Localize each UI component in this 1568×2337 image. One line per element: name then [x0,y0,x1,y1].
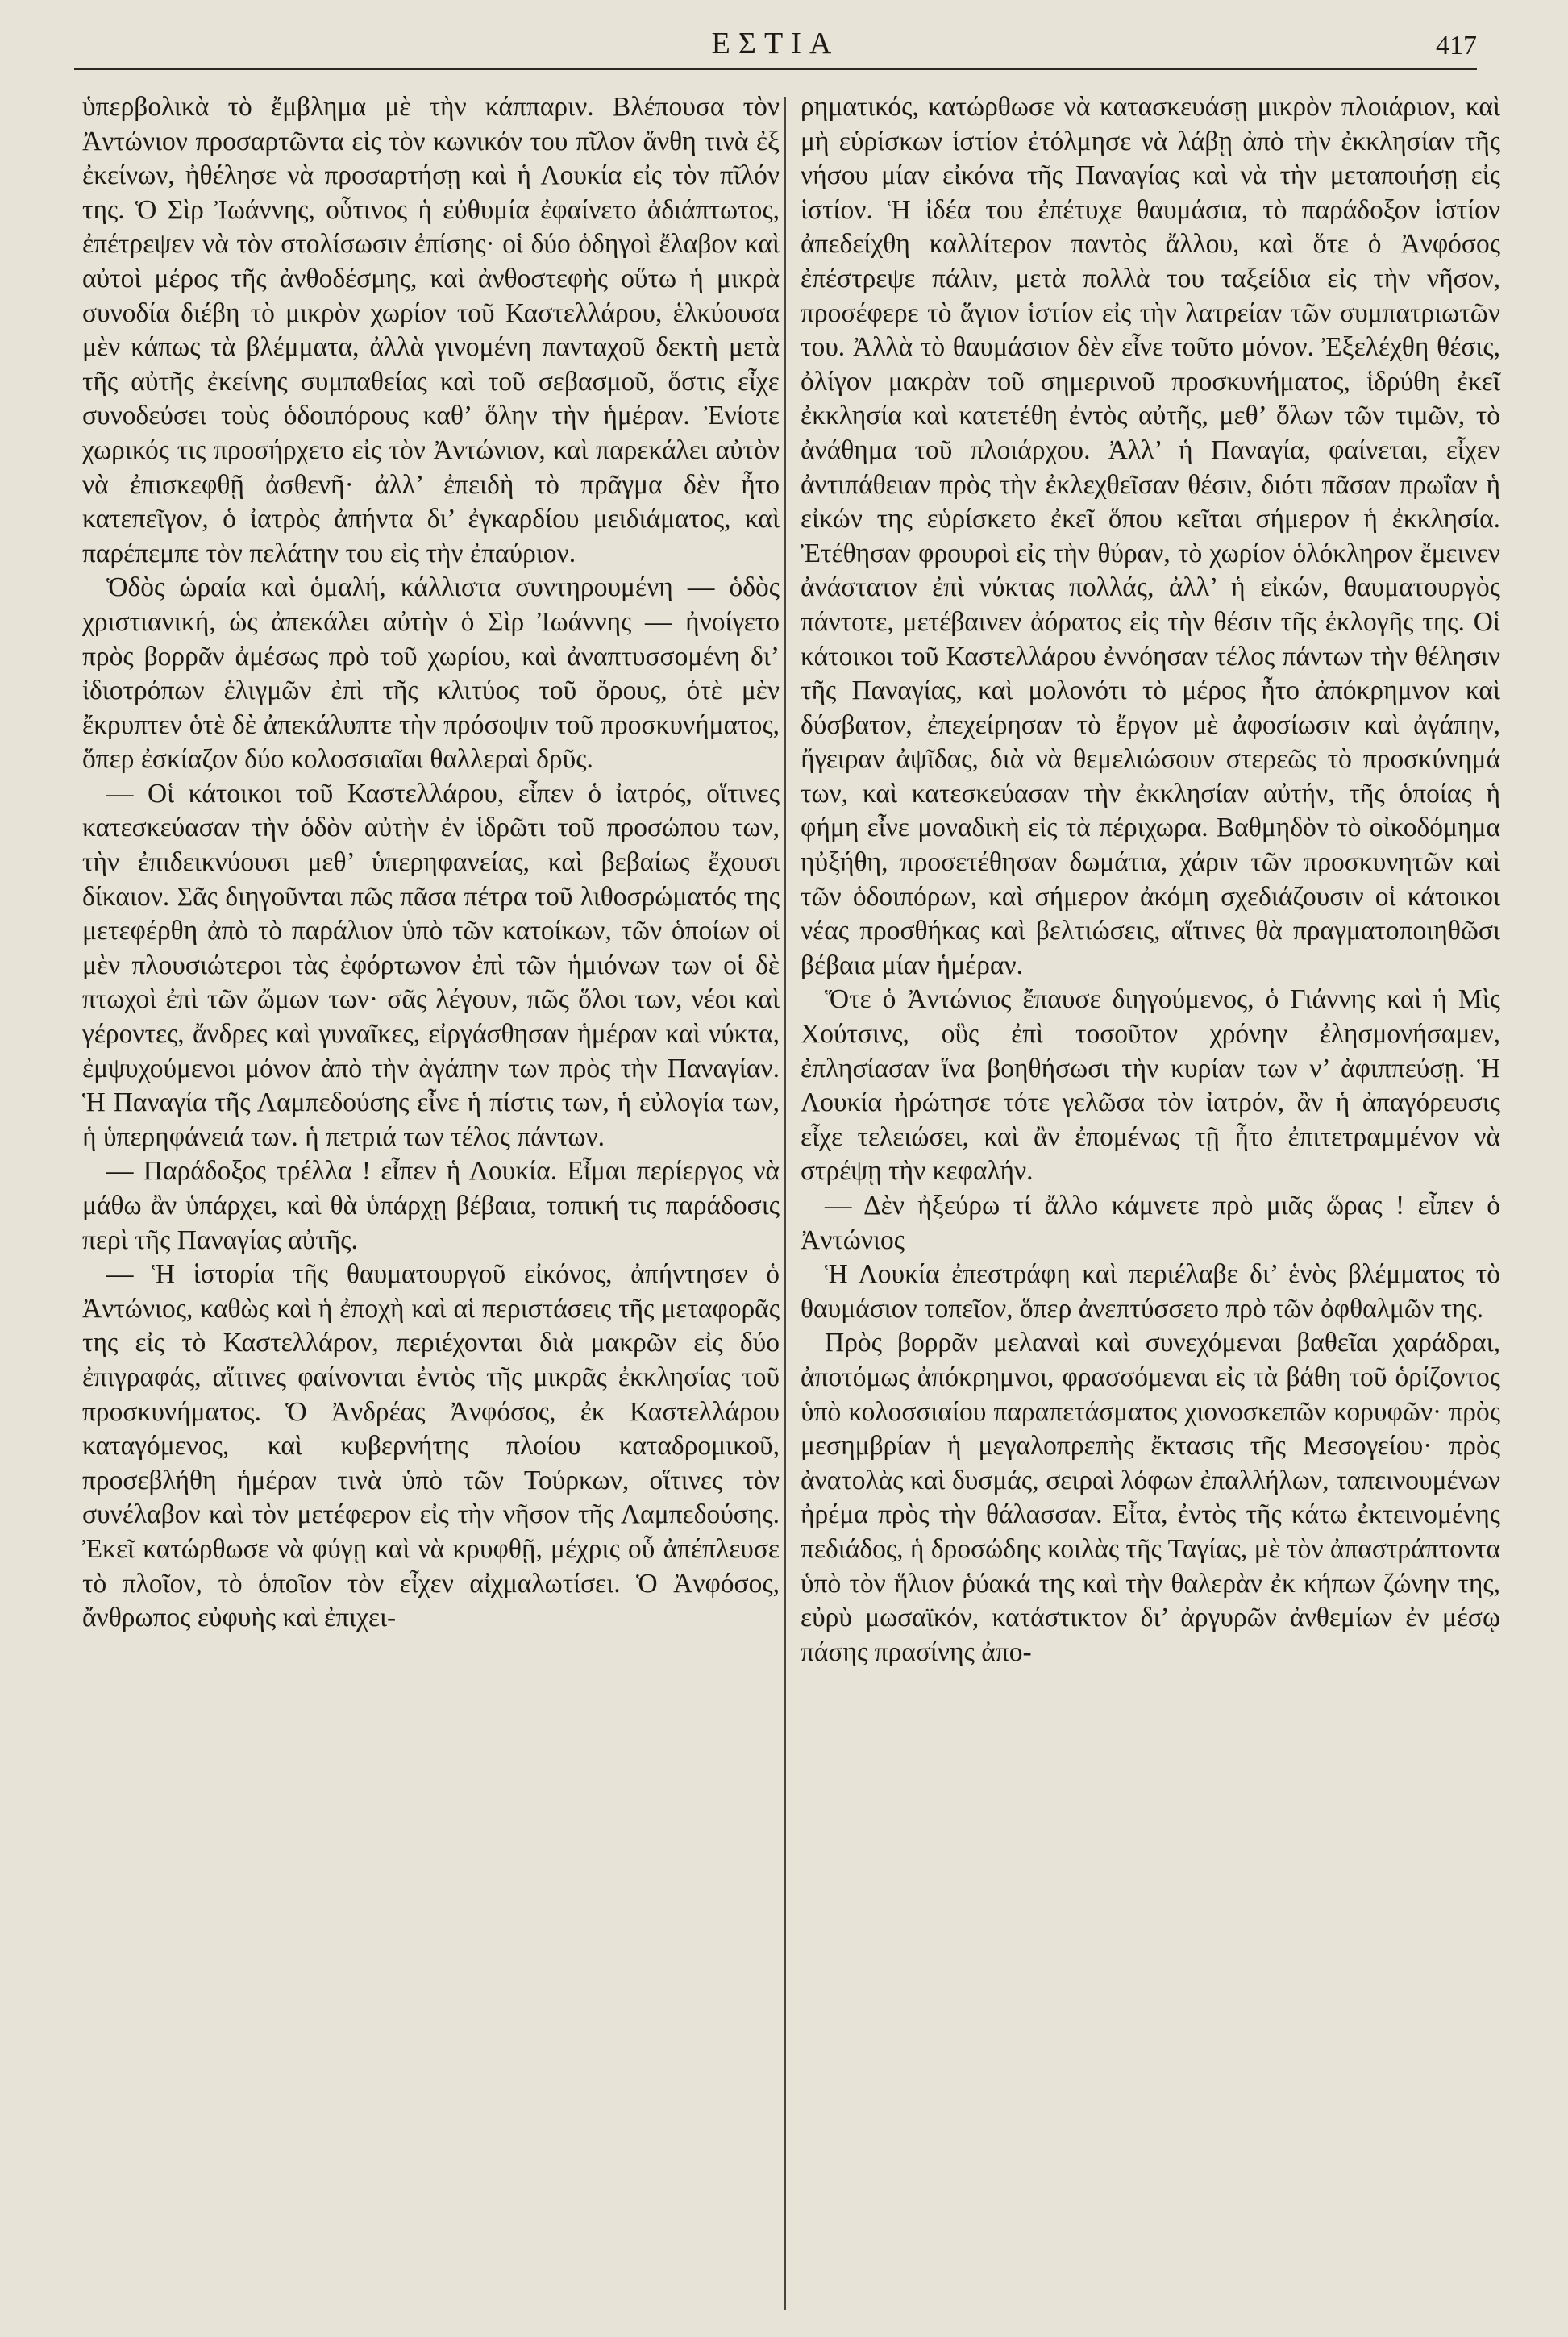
header-rule [74,68,1477,70]
paragraph: ρηματικός, κατώρθωσε νὰ κατασκευάσῃ μικρὸν πλοιάριον, καὶ μὴ εὑρίσκων ἱστίον ἐτόλμησε νὰ λάβῃ ἀπὸ τὴν ἐκκλησίαν τῆς νήσου μίαν εἰκόνα τῆς Παναγίας καὶ νὰ τὴν μεταποιήσῃ εἰς ἱστίον. Ἡ ἰδέα του ἐπέτυχε θαυμάσια, τὸ παράδοξον ἱστίον ἀπεδείχθη καλλίτερον παντὸς ἄλλου, καὶ ὅτε ὁ Ἀνφόσος ἐπέστρεψε πάλιν, μετὰ πολλὰ του ταξείδια εἰς τὴν νῆσον, προσέφερε τὸ ἅγιον ἱστίον εἰς τὴν λατρείαν τῶν συμπατριωτῶν του. Ἀλλὰ τὸ θαυμάσιον δὲν εἶνε τοῦτο μόνον. Ἐξελέχθη θέσις, ὀλίγον μακρὰν τοῦ σημερινοῦ προσκυνήματος, ἱδρύθη ἐκεῖ ἐκκλησία καὶ κατετέθη ἐντὸς αὐτῆς, μεθ’ ὅλων τῶν τιμῶν, τὸ ἀνάθημα τοῦ πλοιάρχου. Ἀλλ’ ἡ Παναγία, φαίνεται, εἶχεν ἀντιπάθειαν πρὸς τὴν ἐκλεχθεῖσαν θέσιν, διότι πᾶσαν πρωΐαν ἡ εἰκών της εὑρίσκετο ἐκεῖ ὅπου κεῖται σήμερον ἡ ἐκκλησία. Ἐτέθησαν φρουροὶ εἰς τὴν θύραν, τὸ χωρίον ὁλόκληρον ἔμεινεν ἀνάστατον ἐπὶ νύκτας πολλάς, ἀλλ’ ἡ εἰκών, θαυματουργὸς πάντοτε, μετέβαινεν ἀόρατος εἰς τὴν θέσιν τῆς ἐκλογῆς της. Οἱ κάτοικοι τοῦ Καστελλάρου ἐννόησαν τέλος πάντων τὴν θέλησιν τῆς Παναγίας, καὶ μολονότι τὸ μέρος ἦτο ἀπόκρημνον καὶ δύσβατον, ἐπεχείρησαν τὸ ἔργον μὲ ἀφοσίωσιν καὶ ἀγάπην, ἤγειραν ἀψῖδας, διὰ νὰ θεμελιώσουν στερεῶς τὸ προσκύνημά των, καὶ κατεσκεύασαν τὴν ἐκκλησίαν αὐτήν, τῆς ὁποίας ἡ φήμη εἶνε μοναδικὴ εἰς τὰ πέριχωρα. Βαθμηδὸν τὸ οἰκοδόμημα ηὐξήθη, προσετέθησαν δωμάτια, χάριν τῶν προσκυνητῶν καὶ τῶν ὁδοιπόρων, καὶ σήμερον ἀκόμη σχεδιάζουσιν οἱ κάτοικοι νέας προσθήκας καὶ βελτιώσεις, αἵτινες θὰ πραγματοποιηθῶσι βέβαια μίαν ἡμέραν. [801,92,1500,980]
journal-title: ΕΣΤΙΑ [711,27,840,60]
paragraph: Πρὸς βορρᾶν μελαναὶ καὶ συνεχόμεναι βαθεῖαι χαράδραι, ἀποτόμως ἀπόκρημνοι, φρασσόμεναι εἰς τὰ βάθη τοῦ ὁρίζοντος ὑπὸ κολοσσιαίου παραπετάσματος χιονοσκεπῶν κορυφῶν· πρὸς μεσημβρίαν ἡ μεγαλοπρεπὴς ἔκτασις τῆς Μεσογείου· πρὸς ἀνατολὰς καὶ δυσμάς, σειραὶ λόφων ἐπαλλήλων, ταπεινουμένων ἠρέμα πρὸς τὴν θάλασσαν. Εἶτα, ἐντὸς τῆς κάτω ἐκτεινομένης πεδιάδος, ἡ δροσώδης κοιλὰς τῆς Ταγίας, μὲ τὸν ἀπαστράπτοντα ὑπὸ τὸν ἥλιον ῥύακά της καὶ τὴν θαλερὰν ἐκ κήπων ζώνην της, εὐρὺ μωσαϊκόν, κατάστικτον δι’ ἀργυρῶν ἀνθεμίων ἐν μέσῳ πάσης πρασίνης ἀπο- [801,1328,1500,1667]
paragraph: Ὁδὸς ὡραία καὶ ὁμαλή, κάλλιστα συντηρουμένη — ὁδὸς χριστιανική, ὡς ἀπεκάλει αὐτὴν ὁ Σὶρ Ἰωάννης — ἠνοίγετο πρὸς βορρᾶν ἀμέσως πρὸ τοῦ χωρίου, καὶ ἀναπτυσσομένη δι’ ἰδιοτρόπων ἑλιγμῶν ἐπὶ τῆς κλιτύος τοῦ ὄρους, ὁτὲ μὲν ἔκρυπτεν ὁτὲ δὲ ἀπεκάλυπτε τὴν πρόσοψιν τοῦ προσκυνήματος, ὅπερ ἐσκίαζον δύο κολοσσιαῖαι θαλλεραὶ δρῦς. [82,572,780,775]
paragraph: — Παράδοξος τρέλλα ! εἶπεν ἡ Λουκία. Εἶμαι περίεργος νὰ μάθω ἂν ὑπάρχει, καὶ θὰ ὑπάρχῃ βέβαια, τοπική τις παράδοσις περὶ τῆς Παναγίας αὐτῆς. [82,1156,780,1255]
paragraph: — Δὲν ἠξεύρω τί ἄλλο κάμνετε πρὸ μιᾶς ὥρας ! εἶπεν ὁ Ἀντώνιος [801,1191,1500,1255]
paragraph: — Ἡ ἱστορία τῆς θαυματουργοῦ εἰκόνος, ἀπήντησεν ὁ Ἀντώνιος, καθὼς καὶ ἡ ἐποχὴ καὶ αἱ περιστάσεις τῆς μεταφορᾶς της εἰς τὸ Καστελλάρον, περιέχονται διὰ μακρῶν εἰς δύο ἐπιγραφάς, αἵτινες φαίνονται ἐντὸς τῆς μικρᾶς ἐκκλησίας τοῦ προσκυνήματος. Ὁ Ἀνδρέας Ἀνφόσος, ἐκ Καστελλάρου καταγόμενος, καὶ κυβερνήτης πλοίου καταδρομικοῦ, προσεβλήθη ἡμέραν τινὰ ὑπὸ τῶν Τούρκων, οἵτινες τὸν συνέλαβον καὶ τὸν μετέφερον εἰς τὴν νῆσον τῆς Λαμπεδούσης. Ἐκεῖ κατώρθωσε νὰ φύγῃ καὶ νὰ κρυφθῇ, μέχρις οὗ ἀπέπλευσε τὸ πλοῖον, τὸ ὁποῖον τὸν εἶχεν αἰχμαλωτίσει. Ὁ Ἀνφόσος, ἄνθρωπος εὐφυὴς καὶ ἐπιχει- [82,1259,780,1633]
left-column [82,90,780,1636]
paragraph: Ὅτε ὁ Ἀντώνιος ἔπαυσε διηγούμενος, ὁ Γιάννης καὶ ἡ Μὶς Χούτσινς, οὓς ἐπὶ τοσοῦτον χρόνην ἐλησμονήσαμεν, ἐπλησίασαν ἵνα βοηθήσωσι τὴν κυρίαν των ν’ ἀφιππεύσῃ. Ἡ Λουκία ἠρώτησε τότε γελῶσα τὸν ἰατρόν, ἂν ἡ ἀπαγόρευσις εἶχε τελειώσει, καὶ ἂν ἐπομένως τῇ ἦτο ἐπιτετραμμένον νὰ στρέψῃ τὴν κεφαλήν. [801,984,1500,1187]
paragraph: Ἡ Λουκία ἐπεστράφη καὶ περιέλαβε δι’ ἑνὸς βλέμματος τὸ θαυμάσιον τοπεῖον, ὅπερ ἀνεπτύσσετο πρὸ τῶν ὀφθαλμῶν της. [801,1259,1500,1324]
right-column [801,90,1500,1670]
paragraph: ὑπερβολικὰ τὸ ἔμβλημα μὲ τὴν κάππαριν. Βλέπουσα τὸν Ἀντώνιον προσαρτῶντα εἰς τὸν κωνικόν του πῖλον ἄνθη τινὰ ἐξ ἐκείνων, ἠθέλησε νὰ προσαρτήσῃ καὶ ἡ Λουκία εἰς τὸν πῖλόν της. Ὁ Σὶρ Ἰωάννης, οὗτινος ἡ εὐθυμία ἐφαίνετο ἀδιάπτωτος, ἐπέτρεψεν νὰ τὸν στολίσωσιν ἐπίσης· οἱ δύο ὁδηγοὶ ἔλαβον καὶ αὐτοὶ μέρος τῆς ἀνθοδέσμης, καὶ ἀνθοστεφὴς οὕτω ἡ μικρὰ συνοδία διέβη τὸ μικρὸν χωρίον τοῦ Καστελλάρου, ἑλκύουσα μὲν κάπως τὰ βλέμματα, ἀλλὰ γινομένη πανταχοῦ δεκτὴ μετὰ τῆς αὐτῆς ἐκείνης συμπαθείας καὶ τοῦ σεβασμοῦ, ὅστις εἶχε συνοδεύσει τοὺς ὁδοιπόρους καθ’ ὅλην τὴν ἡμέραν. Ἐνίοτε χωρικός τις προσήρχετο εἰς τὸν Ἀντώνιον, καὶ παρεκάλει αὐτὸν νὰ ἐπισκεφθῇ ἀσθενῆ· ἀλλ’ ἐπειδὴ τὸ πρᾶγμα δὲν ἦτο κατεπεῖγον, ὁ ἰατρὸς ἀπήντα δι’ ἐγκαρδίου μειδιάματος, καὶ παρέπεμπε τὸν πελάτην του εἰς τὴν ἐπαύριον. [82,92,780,568]
paragraph: — Οἱ κάτοικοι τοῦ Καστελλάρου, εἶπεν ὁ ἰατρός, οἵτινες κατεσκεύασαν τὴν ὁδὸν αὐτὴν ἐν ἱδρῶτι τοῦ προσώπου των, τὴν ἐπιδεικνύουσι μεθ’ ὑπερηφανείας, καὶ βεβαίως ἔχουσι δίκαιον. Σᾶς διηγοῦνται πῶς πᾶσα πέτρα τοῦ λιθοσρώματός της μετεφέρθη ἀπὸ τὸ παράλιον ὑπὸ τῶν κατοίκων, τῶν ὁποίων οἱ μὲν πλουσιώτεροι τὰς ἐφόρτωνον ἐπὶ τῶν ἡμιόνων των οἱ δὲ πτωχοὶ ἐπὶ τῶν ὤμων των· σᾶς λέγουν, πῶς ὅλοι των, νέοι καὶ γέροντες, ἄνδρες καὶ γυναῖκες, εἰργάσθησαν ἡμέραν καὶ νύκτα, ἐμψυχούμενοι μόνον ἀπὸ τὴν ἀγάπην των πρὸς τὴν Παναγίαν. Ἡ Παναγία τῆς Λαμπεδούσης εἶνε ἡ πίστις των, ἡ εὐλογία των, ἡ ὑπερηφάνειά των. ἡ πετριά των τέλος πάντων. [82,778,780,1152]
page-header [74,16,1477,64]
column-divider [784,97,786,2310]
page-number: 417 [1436,31,1477,60]
